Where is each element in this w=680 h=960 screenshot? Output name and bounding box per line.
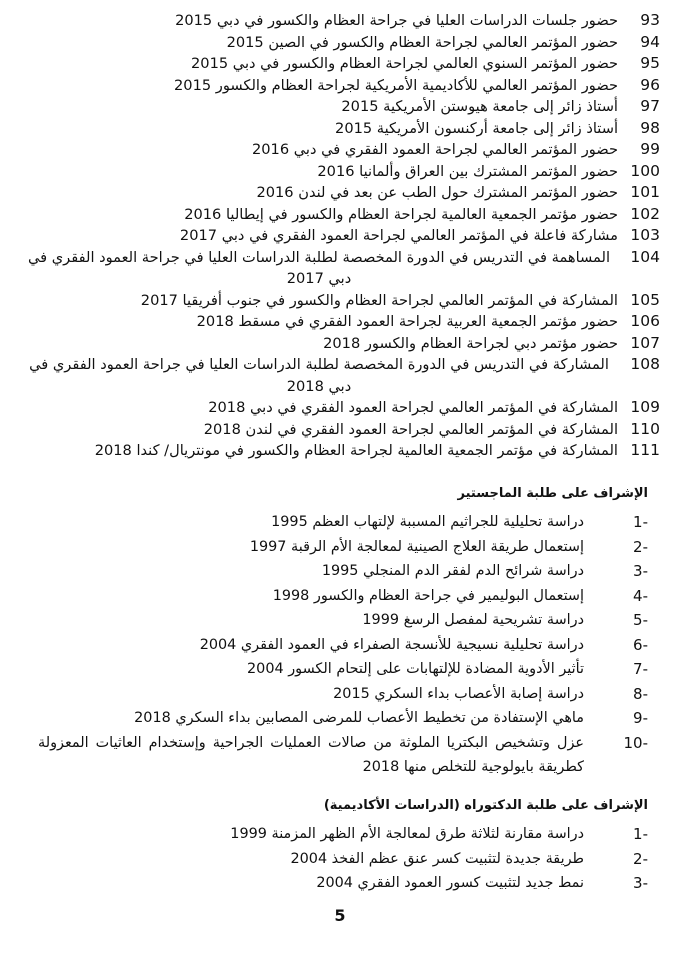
item-text: إستعمال البوليمير في جراحة العظام والكسور 1998 (272, 587, 584, 604)
item-text (20, 354, 618, 397)
item-number: 103 (630, 226, 660, 244)
list-item (20, 118, 660, 140)
item-text: حضور المؤتمر المشترك بين العراق وألمانيا 2016 (317, 162, 618, 180)
item-number: 108 (630, 355, 660, 373)
item-number: 100 (630, 161, 660, 180)
list-item (20, 32, 660, 54)
item-text: حضور المؤتمر السنوي العالمي لجراحة العظام والكسور في دبي 2015 (191, 55, 618, 72)
list-item (20, 333, 660, 355)
list-item (20, 419, 660, 441)
item-text: المشاركة في المؤتمر العالمي لجراحة العظام والكسور في جنوب أفريقيا 2017 (140, 291, 618, 309)
item-number: 97 (640, 97, 660, 115)
item-number: 111 (630, 441, 660, 459)
item-text: دراسة شرائح الدم لفقر الدم المنجلي 1995 (321, 563, 584, 579)
list-item (20, 182, 660, 204)
item-text-continuation: دبي 2018 (286, 377, 352, 395)
list-item (20, 354, 660, 397)
list-item (20, 139, 660, 161)
item-text: دراسة تحليلية نسيجية للأنسجة الصفراء في العمود الفقري 2004 (199, 636, 584, 653)
item-number: 98 (640, 118, 660, 137)
list-item (38, 633, 648, 658)
item-text: حضور المؤتمر العالمي لجراحة العظام والكسور في الصين 2015 (226, 33, 618, 51)
list-item (20, 161, 660, 183)
item-text: إستعمال طريقة العلاج الصينية لمعالجة الأم الرقبة 1997 (249, 538, 584, 555)
item-text: عزل وتشخيص البكتريا الملوثة من صالات العمليات الجراحية وإستخدام العاثيات المعزولة كطريقة بايولوجية للتخلص منها 2018 (38, 734, 584, 775)
list-item (20, 225, 660, 247)
section-heading: الإشراف على طلبة الدكتوراه (الدراسات الأكاديمية) (323, 798, 648, 813)
item-number: 105 (630, 290, 660, 309)
item-number: 106 (630, 312, 660, 330)
item-number: -10 (623, 733, 648, 752)
item-number: 95 (640, 54, 660, 72)
item-text: حضور المؤتمر العالمي لجراحة العمود الفقري في دبي 2016 (251, 141, 618, 158)
item-text: تأثير الأدوية المضادة للإلتهابات على إلتحام الكسور 2004 (247, 661, 584, 677)
list-item (20, 10, 660, 32)
list-item (20, 53, 660, 75)
list-item (20, 290, 660, 312)
list-item (38, 822, 648, 847)
item-number: -2 (633, 537, 648, 556)
list-item (20, 247, 660, 290)
item-text: أستاذ زائر إلى جامعة هيوستن الأمريكية 2015 (341, 98, 618, 115)
item-number: -8 (633, 684, 648, 703)
list-item (38, 584, 648, 609)
item-number: 107 (630, 333, 660, 352)
item-text: المشاركة في المؤتمر العالمي لجراحة العمود الفقري في دبي 2018 (208, 399, 618, 416)
list-item (38, 510, 648, 535)
activities-list (20, 10, 660, 462)
item-number: -7 (633, 660, 648, 678)
item-text-continuation: دبي 2017 (286, 270, 352, 287)
item-text: نمط جديد لتثبيت كسور العمود الفقري 2004 (316, 875, 584, 891)
item-text: حضور مؤتمر الجمعية العالمية لجراحة العظام والكسور في إيطاليا 2016 (184, 205, 618, 223)
list-item (38, 535, 648, 560)
doctorate-supervision-section (38, 796, 648, 896)
list-item (20, 440, 660, 462)
page-number: 5 (334, 906, 346, 925)
list-item (38, 847, 648, 872)
list-item (38, 871, 648, 896)
item-text: حضور مؤتمر الجمعية العربية لجراحة العمود الفقري في مسقط 2018 (196, 313, 618, 330)
list-item (20, 397, 660, 419)
item-number: 101 (630, 183, 660, 201)
item-text: أستاذ زائر إلى جامعة أركنسون الأمريكية 2015 (335, 119, 618, 137)
list-item (38, 657, 648, 682)
list-item (38, 559, 648, 584)
item-text: المشاركة في المؤتمر العالمي لجراحة العمود الفقري في لندن 2018 (203, 420, 618, 438)
list-item (38, 608, 648, 633)
item-number: -5 (633, 611, 648, 629)
list-item (20, 311, 660, 333)
item-text-line: المشاركة في التدريس في الدورة المخصصة لطلبة الدراسات العليا في جراحة العمود الفقري في (29, 356, 609, 373)
item-text: دراسة إصابة الأعصاب بداء السكري 2015 (333, 685, 584, 702)
item-number: -6 (633, 635, 648, 654)
item-number: 96 (640, 75, 660, 94)
item-text: دراسة تشريحية لمفصل الرسغ 1999 (362, 612, 584, 628)
item-text: المشاركة في مؤتمر الجمعية العالمية لجراحة العظام والكسور في مونتريال/ كندا 2018 (94, 442, 618, 459)
item-number: -4 (633, 586, 648, 605)
list-item (20, 75, 660, 97)
list-item (38, 706, 648, 731)
item-text: مشاركة فاعلة في المؤتمر العالمي لجراحة العمود الفقري في دبي 2017 (179, 227, 618, 244)
item-text: حضور المؤتمر المشترك حول الطب عن بعد في لندن 2016 (256, 184, 618, 201)
item-text: حضور مؤتمر دبي لجراحة العظام والكسور 2018 (323, 334, 618, 352)
item-text: ماهي الإستفادة من تخطيط الأعصاب للمرضى المصابين بداء السكري 2018 (134, 710, 584, 726)
item-number: 102 (630, 204, 660, 223)
item-number: 110 (630, 419, 660, 438)
item-text: دراسة تحليلية للجراثيم المسببة لإلتهاب العظم 1995 (271, 514, 584, 530)
item-number: 99 (640, 140, 660, 158)
list-item (38, 731, 648, 780)
item-text (20, 247, 618, 290)
item-number: 94 (640, 32, 660, 51)
section-heading: الإشراف على طلبة الماجستير (457, 486, 648, 501)
item-text-line: المساهمة في التدريس في الدورة المخصصة لطلبة الدراسات العليا في جراحة العمود الفقري في (27, 248, 610, 266)
item-number: 93 (640, 11, 660, 29)
list-item (20, 96, 660, 118)
item-number: 104 (630, 247, 660, 266)
item-text: دراسة مقارنة لثلاثة طرق لمعالجة الأم الظهر المزمنة 1999 (230, 826, 584, 842)
list-item (20, 204, 660, 226)
item-number: -1 (633, 513, 648, 531)
item-text: حضور جلسات الدراسات العليا في جراحة العظام والكسور في دبي 2015 (175, 12, 618, 29)
item-text: حضور المؤتمر العالمي للأكاديمية الأمريكية لجراحة العظام والكسور 2015 (174, 76, 618, 94)
item-number: 109 (630, 398, 660, 416)
item-number: -1 (633, 825, 648, 843)
item-text: طريقة جديدة لتثبيت كسر عنق عظم الفخذ 2004 (290, 850, 584, 867)
item-number: -2 (633, 849, 648, 868)
item-number: -3 (633, 874, 648, 892)
list-item (38, 682, 648, 707)
item-number: -9 (633, 709, 648, 727)
item-number: -3 (633, 562, 648, 580)
masters-supervision-section (38, 484, 648, 780)
